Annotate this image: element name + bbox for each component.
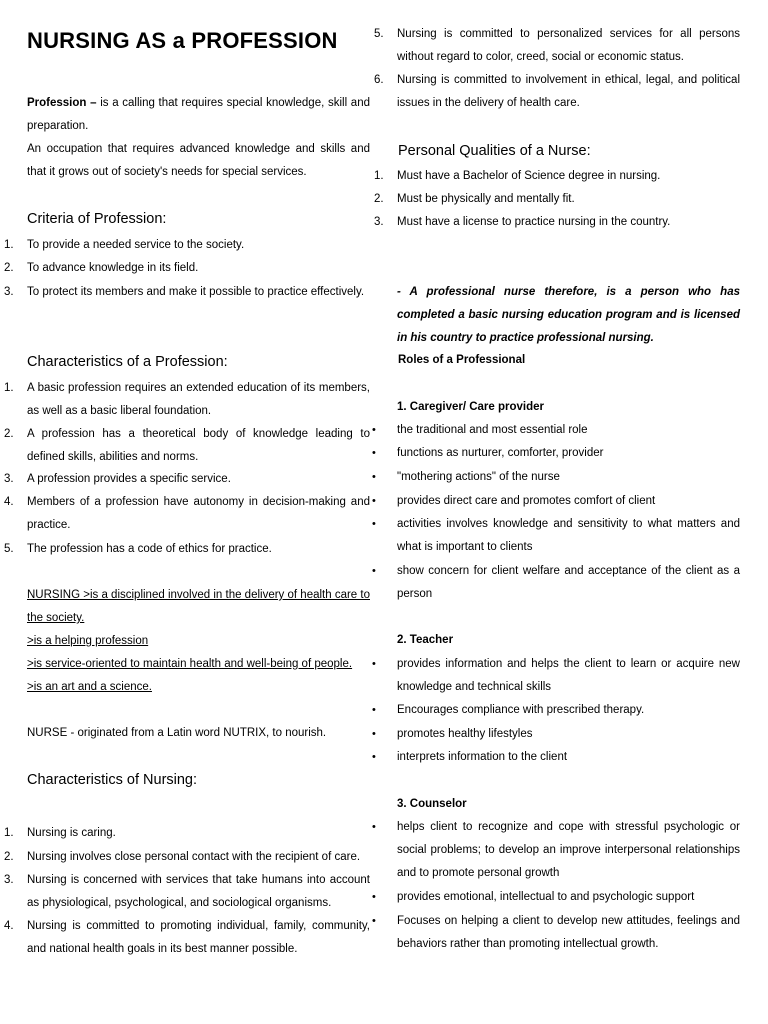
role-item: Focuses on helping a client to develop new attitudes, feelings and behaviors rather than promoting intellectual growth.: [397, 915, 740, 950]
bullet-icon: •: [372, 751, 376, 763]
criteria-item: To advance knowledge in its field.: [27, 262, 199, 274]
quality-item: Must be physically and mentally fit.: [397, 193, 575, 205]
characteristics-item: Members of a profession have autonomy in decision-making and practice.: [27, 496, 370, 531]
bullet-icon: •: [372, 565, 376, 577]
role-title-counselor: 3. Counselor: [397, 798, 467, 810]
bullet-icon: •: [372, 821, 376, 833]
list-number: 3.: [4, 874, 14, 886]
list-number: 1.: [4, 382, 14, 394]
nursing-characteristic-item: Nursing is committed to personalized services for all persons without regard to color, creed, social or economic status.: [397, 28, 740, 63]
characteristics-item: A basic profession requires an extended education of its members, as well as a basic liberal foundation.: [27, 382, 370, 417]
role-item: interprets information to the client: [397, 751, 568, 763]
list-number: 5.: [4, 543, 14, 555]
nursing-definition: NURSING >is a disciplined involved in the delivery of health care to the society.: [27, 589, 370, 624]
list-number: 2.: [374, 193, 384, 205]
bullet-icon: •: [372, 891, 376, 903]
list-number: 3.: [4, 473, 14, 485]
quality-item: Must have a license to practice nursing in the country.: [397, 216, 671, 228]
nursing-def-service: >is service-oriented to maintain health and well-being of people.: [27, 658, 353, 670]
list-number: 2.: [4, 262, 14, 274]
nursing-characteristic-item: Nursing involves close personal contact with the recipient of care.: [27, 851, 361, 863]
role-title-caregiver: 1. Caregiver/ Care provider: [397, 401, 545, 413]
nursing-definition-line: [27, 676, 370, 699]
list-number: 4.: [4, 496, 14, 508]
nursing-definition-line: [27, 653, 370, 676]
professional-nurse-definition: - A professional nurse therefore, is a person who has completed a basic nursing education program and is licensed in his country to practice professional nursing.: [397, 286, 740, 344]
page-title: NURSING AS a PROFESSION: [27, 28, 338, 53]
bullet-icon: •: [372, 728, 376, 740]
nursing-def-art: >is an art and a science.: [27, 681, 152, 693]
occupation-paragraph: An occupation that requires advanced knowledge and skills and that it grows out of society's needs for special services.: [27, 143, 370, 178]
characteristics-item: A profession provides a specific service.: [27, 473, 231, 485]
bullet-icon: •: [372, 447, 376, 459]
criteria-item: To protect its members and make it possible to practice effectively.: [27, 286, 365, 298]
list-number: 1.: [4, 827, 14, 839]
role-item: "mothering actions" of the nurse: [397, 471, 560, 483]
characteristics-heading: Characteristics of a Profession:: [27, 354, 228, 370]
bullet-icon: •: [372, 495, 376, 507]
role-item: Encourages compliance with prescribed therapy.: [397, 704, 645, 716]
list-number: 1.: [374, 170, 384, 182]
role-item: provides emotional, intellectual to and psychologic support: [397, 891, 695, 903]
role-title-teacher: 2. Teacher: [397, 634, 454, 646]
bullet-icon: •: [372, 424, 376, 436]
characteristics-item: A profession has a theoretical body of knowledge leading to defined skills, abilities and norms.: [27, 428, 370, 463]
bullet-icon: •: [372, 704, 376, 716]
role-item: activities involves knowledge and sensitivity to what matters and what is important to clients: [397, 518, 740, 553]
bullet-icon: •: [372, 658, 376, 670]
role-item: helps client to recognize and cope with stressful psychologic or social problems; to develop an improve interpersonal relationships and to promote personal growth: [397, 821, 740, 879]
nursing-characteristic-item: Nursing is committed to promoting individual, family, community, and national health goals in its best manner possible.: [27, 920, 370, 955]
list-number: 4.: [4, 920, 14, 932]
roles-heading: Roles of a Professional: [398, 354, 526, 366]
nursing-characteristics-heading: Characteristics of Nursing:: [27, 772, 198, 788]
role-item: promotes healthy lifestyles: [397, 728, 533, 740]
list-number: 5.: [374, 28, 384, 40]
profession-definition: [27, 92, 370, 138]
bullet-icon: •: [372, 518, 376, 530]
bullet-icon: •: [372, 471, 376, 483]
list-number: 2.: [4, 851, 14, 863]
criteria-item: To provide a needed service to the society.: [27, 239, 245, 251]
nursing-characteristic-item: Nursing is concerned with services that take humans into account as physiological, psychological, and sociological organisms.: [27, 874, 370, 909]
nursing-characteristic-item: Nursing is committed to involvement in ethical, legal, and political issues in the delivery of health care.: [397, 74, 740, 109]
nursing-characteristic-item: Nursing is caring.: [27, 827, 116, 839]
qualities-heading: Personal Qualities of a Nurse:: [398, 143, 591, 159]
role-item: provides information and helps the client to learn or acquire new knowledge and technical skills: [397, 658, 740, 693]
role-item: show concern for client welfare and acceptance of the client as a person: [397, 565, 740, 600]
list-number: 3.: [4, 286, 14, 298]
list-number: 2.: [4, 428, 14, 440]
list-number: 6.: [374, 74, 384, 86]
criteria-heading: Criteria of Profession:: [27, 211, 167, 227]
list-number: 3.: [374, 216, 384, 228]
bullet-icon: •: [372, 915, 376, 927]
nurse-origin: NURSE - originated from a Latin word NUTRIX, to nourish.: [27, 727, 327, 739]
nursing-definition-line: [27, 630, 370, 653]
quality-item: Must have a Bachelor of Science degree in nursing.: [397, 170, 661, 182]
nursing-def-helping: >is a helping profession: [27, 635, 149, 647]
profession-term: Profession –: [27, 97, 97, 109]
role-item: the traditional and most essential role: [397, 424, 588, 436]
role-item: functions as nurturer, comforter, provider: [397, 447, 604, 459]
list-number: 1.: [4, 239, 14, 251]
profession-def-text: is a calling that requires special knowledge, skill and preparation.: [27, 97, 370, 132]
role-item: provides direct care and promotes comfort of client: [397, 495, 656, 507]
characteristics-item: The profession has a code of ethics for practice.: [27, 543, 272, 555]
